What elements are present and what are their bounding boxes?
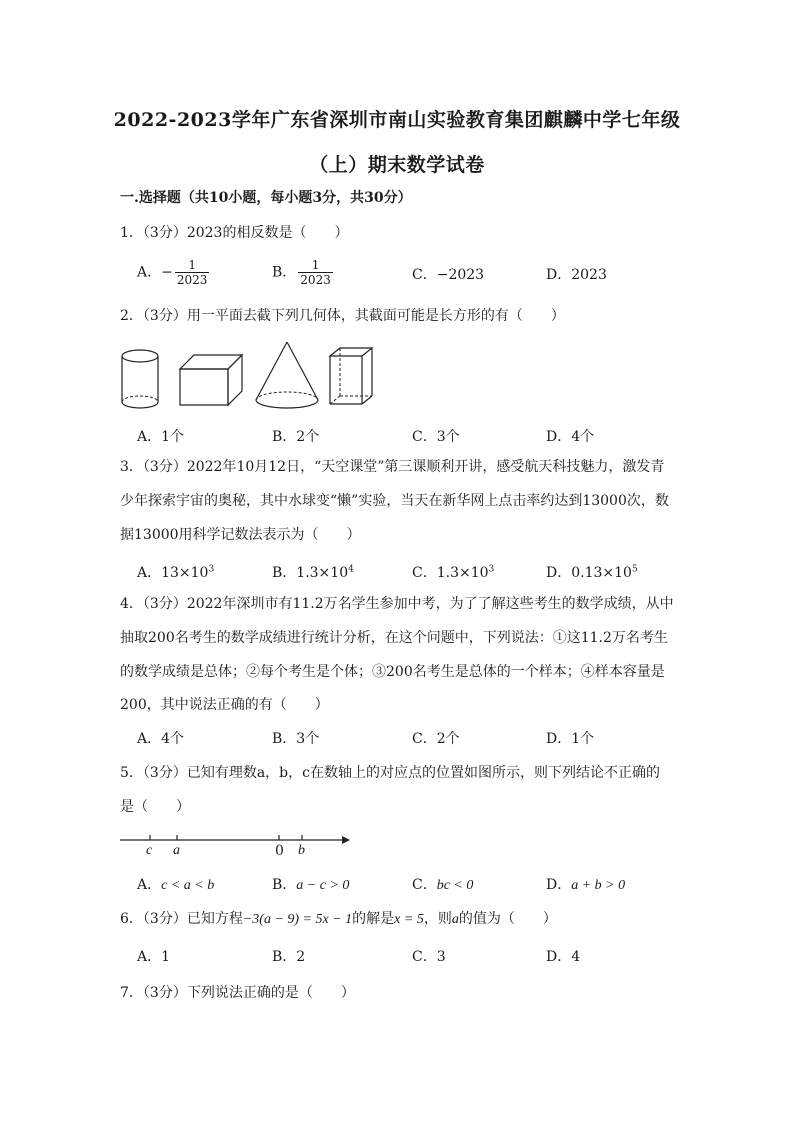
question-4-stem-line-3: 的数学成绩是总体；②每个考生是个体；③200名考生是总体的一个样本；④样本容量是 [120,664,665,680]
number-line [118,832,358,862]
question-4-stem-line-1: 4．（3分）2022年深圳市有11.2万名学生参加中考，为了了解这些考生的数学成绩，从中 [120,596,674,612]
question-1-option-b: B． $\frac{1}{2023}$ [272,258,331,287]
question-6-option-b: B．2 [272,949,306,965]
number-line-label-zero: 0 [275,843,284,859]
question-2-option-d: D．4个 [546,429,595,445]
question-5-option-c: C．bc < 0 [412,877,474,893]
question-5-stem-line-1: 5．（3分）已知有理数a，b，c在数轴上的对应点的位置如图所示，则下列结论不正确的 [120,765,660,781]
question-1-option-c: C．−2023 [412,267,485,283]
question-4-stem-line-4: 200，其中说法正确的有（ ） [120,697,329,713]
prism-icon [328,346,374,408]
number-line-label-b: b [298,843,305,858]
question-3-option-c: C．$1.3\times 10^3$ [412,564,495,581]
page-subtitle: （上）期末数学试卷 [309,154,485,176]
question-7-stem: 7．（3分）下列说法正确的是（ ） [120,985,355,1001]
number-line-label-c: c [146,843,153,858]
question-3-stem-line-3: 据13000用科学记数法表示为（ ） [120,527,361,543]
question-5-option-a: A．c < a < b [137,877,215,893]
question-6-stem: 6．（3分）已知方程−3(a − 9) = 5x − 1的解是x = 5，则a的值为（ ） [120,911,557,927]
question-2-option-a: A．1个 [137,429,185,445]
question-2-option-b: B．2个 [272,429,320,445]
page-title: 2022-2023学年广东省深圳市南山实验教育集团麒麟中学七年级 [113,109,681,131]
cuboid-icon [178,353,244,407]
question-1-option-a: A．− $\frac{1}{2023}$ [137,258,208,287]
question-3-option-a: A．$13\times 10^3$ [137,564,215,581]
number-line-label-a: a [173,843,180,858]
question-3-option-d: D．$0.13\times 10^5$ [546,564,638,581]
question-2-option-c: C．3个 [412,429,460,445]
question-3-stem-line-2: 少年探索宇宙的奥秘，其中水球变“懒”实验，当天在新华网上点击率约达到13000次，数 [120,493,669,509]
question-4-stem-line-2: 抽取200名考生的数学成绩进行统计分析，在这个问题中，下列说法：①这11.2万名考生 [120,630,668,646]
cone-icon [254,340,320,412]
question-1-option-d: D．2023 [546,267,607,283]
question-1-stem: 1．（3分）2023的相反数是（ ） [120,225,349,241]
question-4-option-c: C．2个 [412,731,460,747]
question-5-option-d: D．a + b > 0 [546,877,626,893]
question-2-stem: 2．（3分）用一平面去截下列几何体，其截面可能是长方形的有（ ） [120,308,565,324]
question-6-option-d: D．4 [546,949,581,965]
question-4-option-a: A．4个 [137,731,185,747]
cylinder-icon [120,348,160,410]
question-4-option-d: D．1个 [546,731,595,747]
question-6-option-a: A．1 [137,949,171,965]
section-heading: 一.选择题（共10小题，每小题3分，共30分） [120,190,412,206]
question-3-stem-line-1: 3．（3分）2022年10月12日，“天空课堂”第三课顺利开讲，感受航天科技魅力，激发青 [120,459,665,475]
question-6-option-c: C．3 [412,949,446,965]
question-4-option-b: B．3个 [272,731,320,747]
question-5-stem-line-2: 是（ ） [120,799,190,815]
question-5-option-b: B．a − c > 0 [272,877,350,893]
question-3-option-b: B．$1.3\times 10^4$ [272,564,354,581]
